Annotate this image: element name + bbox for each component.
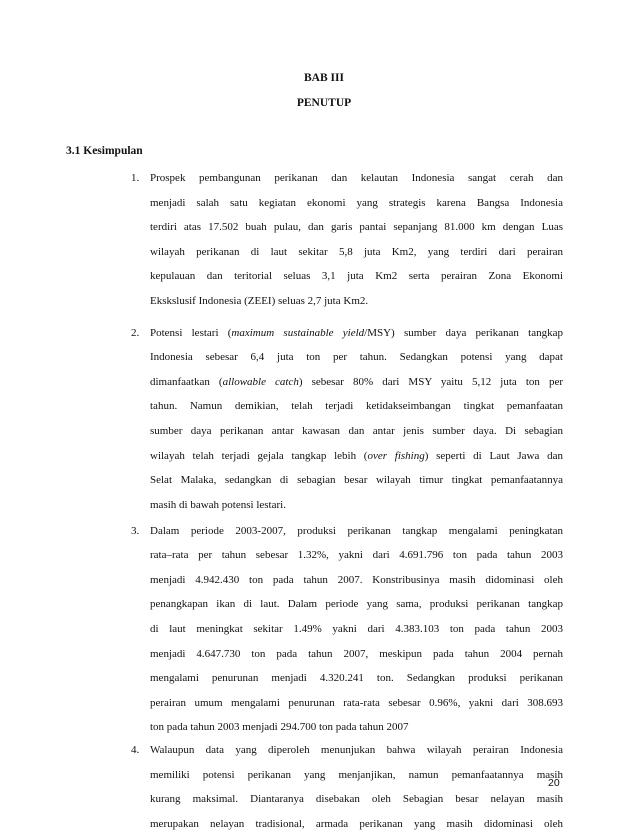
text-run: Prospek pembangunan perikanan dan kelautan Indonesia sangat cerah dan: [150, 172, 563, 184]
text-run: menjadi salah satu kegiatan ekonomi yang strategis karena Bangsa Indonesia: [150, 196, 563, 209]
text-line: [150, 346, 563, 368]
text-line: [150, 739, 563, 761]
chapter-label: BAB III: [304, 72, 344, 84]
text-line: [150, 544, 563, 566]
text-run: mengalami penurunan menjadi 4.320.241 ton. Sedangkan produksi perikanan: [150, 672, 563, 685]
text-run: /MSY) sumber daya perikanan tangkap: [364, 326, 563, 339]
list-item-number: 1.: [131, 172, 140, 184]
italic-term: allowable catch: [222, 375, 299, 388]
text-run: Indonesia sebesar 6,4 juta ton per tahun. Sedangkan potensi yang dapat: [150, 351, 563, 364]
italic-term: over fishing: [367, 449, 425, 462]
text-run: menjadi 4.942.430 ton pada tahun 2007. Konstribusinya masih didominasi oleh: [150, 573, 563, 586]
text-line: [150, 290, 563, 312]
text-run: masih di bawah potensi lestari.: [150, 498, 286, 511]
section-heading: 3.1 Kesimpulan: [66, 145, 143, 157]
text-line: [150, 667, 563, 689]
text-run: Ekskslusif Indonesia (ZEEI) seluas 2,7 juta Km2.: [150, 295, 369, 307]
text-line: [150, 764, 563, 786]
text-run: Potensi lestari (: [150, 326, 232, 339]
text-run: kepulauan dan teritorial seluas 3,1 juta Km2 serta perairan Zona Ekonomi: [150, 270, 563, 283]
text-line: [150, 494, 563, 516]
text-line: [150, 716, 563, 738]
list-item-number: 3.: [131, 524, 140, 537]
text-line: [150, 469, 563, 491]
text-run: Dalam periode 2003-2007, produksi perikanan tangkap mengalami peningkatan: [150, 524, 563, 537]
text-line: [150, 445, 563, 467]
text-run: rata–rata per tahun sebesar 1.32%, yakni dari 4.691.796 ton pada tahun 2003: [150, 549, 563, 562]
text-line: [150, 395, 563, 417]
text-run: di laut meningkat sekitar 1.49% yakni dari 4.383.103 ton pada tahun 2003: [150, 622, 563, 635]
text-line: [150, 192, 563, 214]
text-line: [150, 569, 563, 591]
text-line: [150, 593, 563, 615]
text-run: ton pada tahun 2003 menjadi 294.700 ton pada tahun 2007: [150, 721, 409, 734]
text-line: [150, 371, 563, 393]
text-line: [150, 420, 563, 442]
text-line: [150, 692, 563, 714]
list-item-number: 4.: [131, 744, 140, 756]
text-run: menjadi 4.647.730 ton pada tahun 2007, meskipun pada tahun 2004 pernah: [150, 647, 563, 660]
text-run: wilayah telah terjadi gejala tangkap lebih (: [150, 449, 368, 462]
text-run: merupakan nelayan tradisional, armada perikanan yang masih didominasi oleh: [150, 817, 563, 830]
text-line: [150, 167, 563, 189]
text-run: kurang maksimal. Diantaranya disebakan oleh Sebagian besar nelayan masih: [150, 793, 563, 806]
text-line: [150, 216, 563, 238]
text-run: sumber daya perikanan antar kawasan dan antar jenis sumber daya. Di sebagian: [150, 424, 563, 437]
text-run: Walaupun data yang diperoleh menunjukan bahwa wilayah perairan Indonesia: [150, 744, 563, 756]
text-run: ) seperti di Laut Jawa dan: [424, 449, 563, 462]
text-run: Selat Malaka, sedangkan di sebagian besar wilayah timur tingkat pemanfaatannya: [150, 474, 563, 487]
text-line: [150, 788, 563, 810]
text-line: [150, 322, 563, 344]
text-line: [150, 520, 563, 542]
text-run: penangkapan ikan di laut. Dalam periode yang sama, produksi perikanan tangkap: [150, 598, 563, 611]
text-run: ) sebesar 80% dari MSY yaitu 5,12 juta ton per: [298, 375, 563, 388]
text-run: wilayah perikanan di laut sekitar 5,8 juta Km2, yang terdiri dari perairan: [150, 245, 563, 258]
text-run: terdiri atas 17.502 buah pulau, dan garis pantai sepanjang 81.000 km dengan Luas: [150, 221, 563, 234]
text-line: [150, 265, 563, 287]
page-number: 20: [548, 777, 560, 789]
text-line: [150, 643, 563, 665]
text-run: dimanfaatkan (: [150, 375, 223, 388]
italic-term: maximum sustainable yield: [231, 326, 365, 339]
chapter-title: PENUTUP: [296, 97, 352, 109]
text-run: tahun. Namun demikian, telah terjadi ketidakseimbangan tingkat pemanfaatan: [150, 400, 563, 413]
text-line: [150, 813, 563, 835]
text-line: [150, 241, 563, 263]
list-item-number: 2.: [131, 326, 140, 339]
text-run: memiliki potensi perikanan yang menjanjikan, namun pemanfaatannya masih: [150, 768, 563, 781]
text-line: [150, 618, 563, 640]
text-run: perairan umum mengalami penurunan rata-rata sebesar 0.96%, yakni dari 308.693: [150, 696, 563, 709]
